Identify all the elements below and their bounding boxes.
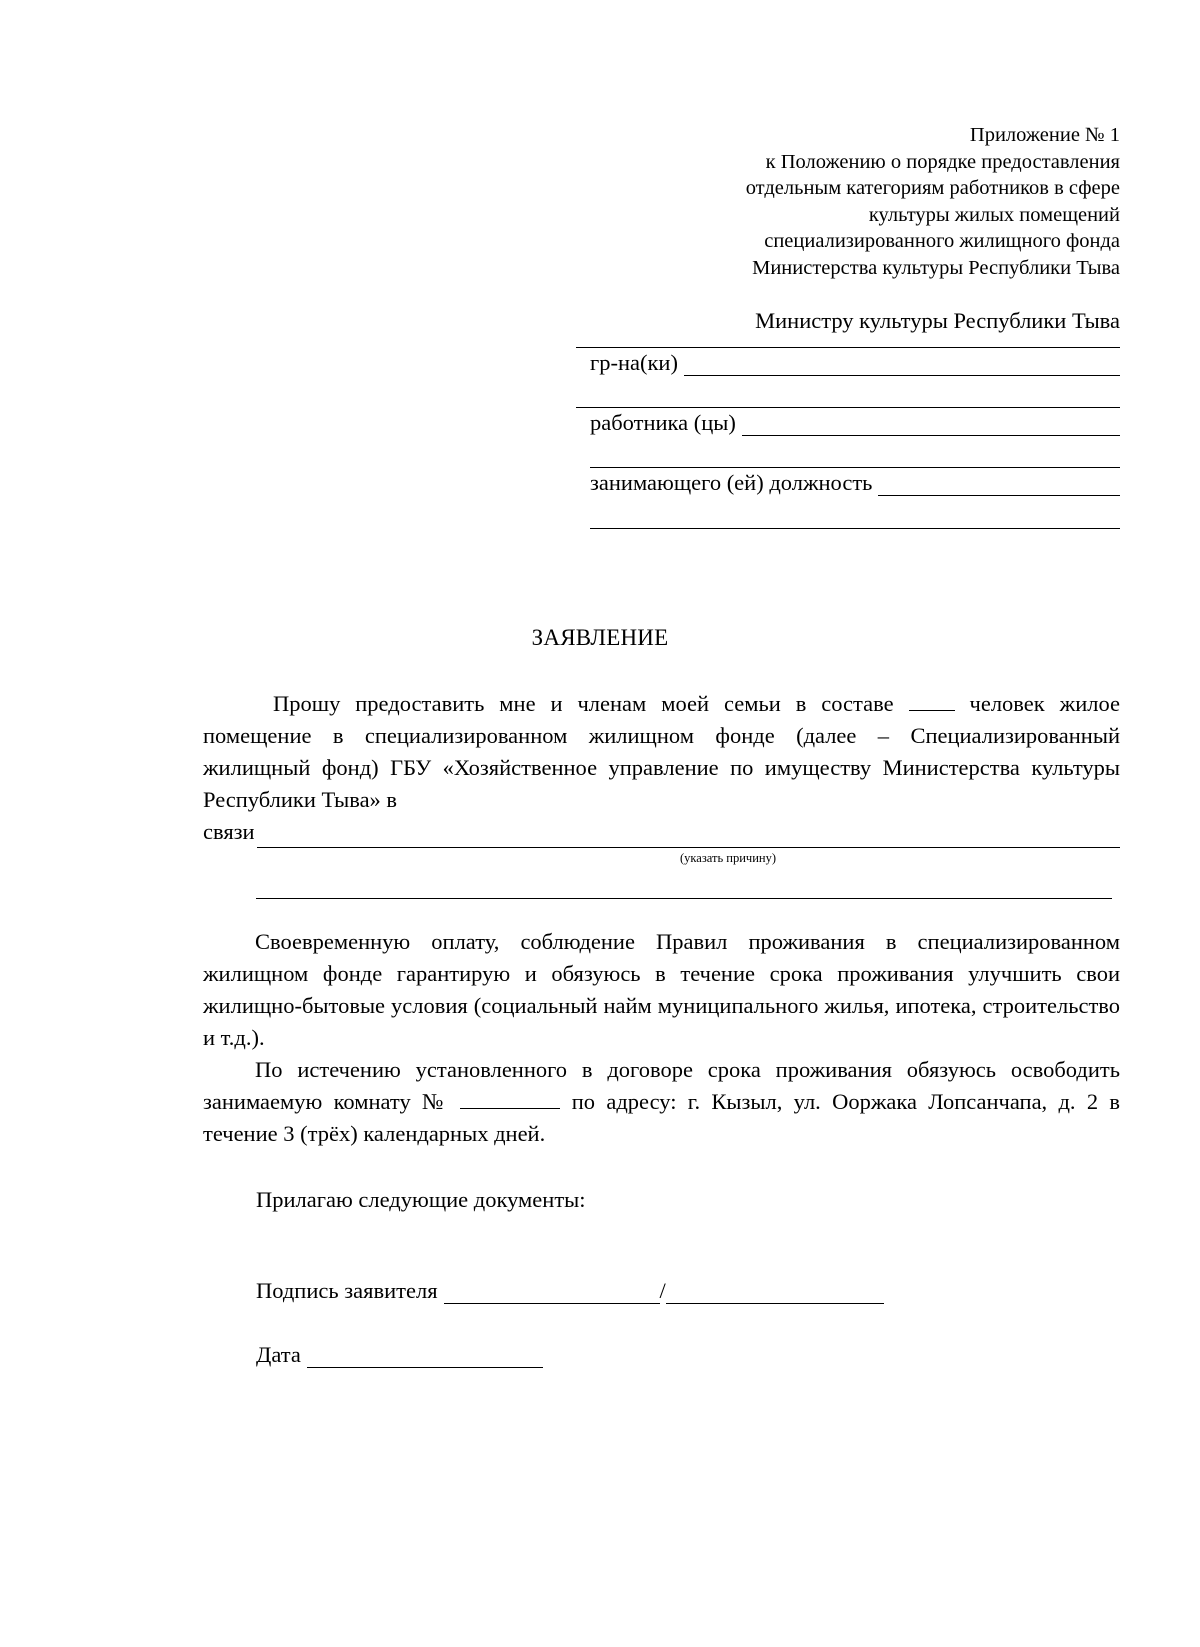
appendix-line: специализированного жилищного фонда [764, 230, 1120, 253]
appendix-line: к Положению о порядке предоставления [765, 150, 1120, 173]
addressee-block [560, 306, 1120, 495]
room-number-blank[interactable] [460, 1090, 560, 1109]
attachments-label: Прилагаю следующие документы: [256, 1187, 586, 1212]
citizen-input-line[interactable] [684, 355, 1120, 376]
name-blank-line[interactable] [576, 347, 1120, 348]
vacate-paragraph [203, 1054, 1120, 1150]
date-row [256, 1342, 543, 1368]
vacate-text-2: по адресу: г. Кызыл, ул. Ооржака Лопсанчапа, д. 2 в течение 3 (трёх) календарных дней. [203, 1089, 1121, 1146]
signature-input-line[interactable] [444, 1283, 660, 1304]
guarantee-paragraph: Своевременную оплату, соблюдение Правил проживания в специализированном жилищном фонде гарантирую и обязуюсь в течение срока проживания улучшить свои жилищно-бытовые условия (социальный найм муниципального жилья, ипотека, строительство и т.д.). [203, 929, 1120, 1050]
reason-line [203, 816, 1120, 848]
appendix-line: Приложение № 1 [969, 124, 1120, 146]
signature-name-input-line[interactable] [666, 1283, 884, 1304]
appendix-line: культуры жилых помещений [868, 203, 1120, 226]
appendix-header [560, 122, 1120, 282]
guarantee-block [203, 926, 1120, 1150]
family-size-blank[interactable] [909, 692, 955, 711]
employee-input-line[interactable] [742, 415, 1120, 436]
position-extra-line[interactable] [590, 528, 1120, 529]
request-last-word: связи [203, 819, 255, 844]
document-title: ЗАЯВЛЕНИЕ [531, 625, 669, 650]
vacate-text-1: По истечению установленного в договоре срока проживания обязуюсь освободить занимаемую комнату № [203, 1057, 1120, 1114]
reason-extra-line[interactable] [256, 898, 1112, 899]
employee-extra-line[interactable] [590, 467, 1120, 468]
citizen-field [590, 350, 1120, 376]
request-text-2: человек жилое помещение в специализированном жилищном фонде (далее – Специализированный жилищный фонд) ГБУ «Хозяйственное управление по имуществу Министерства культуры Республики Тыва» в [203, 691, 1120, 812]
employee-label: работника (цы) [590, 410, 736, 435]
signature-label: Подпись заявителя [256, 1278, 438, 1303]
position-label: занимающего (ей) должность [590, 470, 873, 495]
citizen-extra-line[interactable] [576, 407, 1120, 408]
signature-row [256, 1278, 884, 1304]
request-paragraph [203, 688, 1120, 848]
position-input-line[interactable] [878, 475, 1120, 496]
reason-hint: (указать причину) [680, 851, 777, 865]
request-text-1: Прошу предоставить мне и членам моей семьи в составе [273, 691, 894, 716]
signature-separator: / [659, 1278, 666, 1303]
appendix-line: отдельным категориям работников в сфере [745, 177, 1120, 200]
date-input-line[interactable] [307, 1347, 543, 1368]
reason-input-line[interactable] [257, 823, 1120, 848]
date-label: Дата [256, 1342, 301, 1367]
employee-field [590, 410, 1120, 436]
position-field [590, 470, 1120, 496]
citizen-label: гр-на(ки) [590, 350, 678, 375]
addressee-minister: Министру культуры Республики Тыва [755, 308, 1120, 333]
appendix-line: Министерства культуры Республики Тыва [752, 256, 1120, 279]
